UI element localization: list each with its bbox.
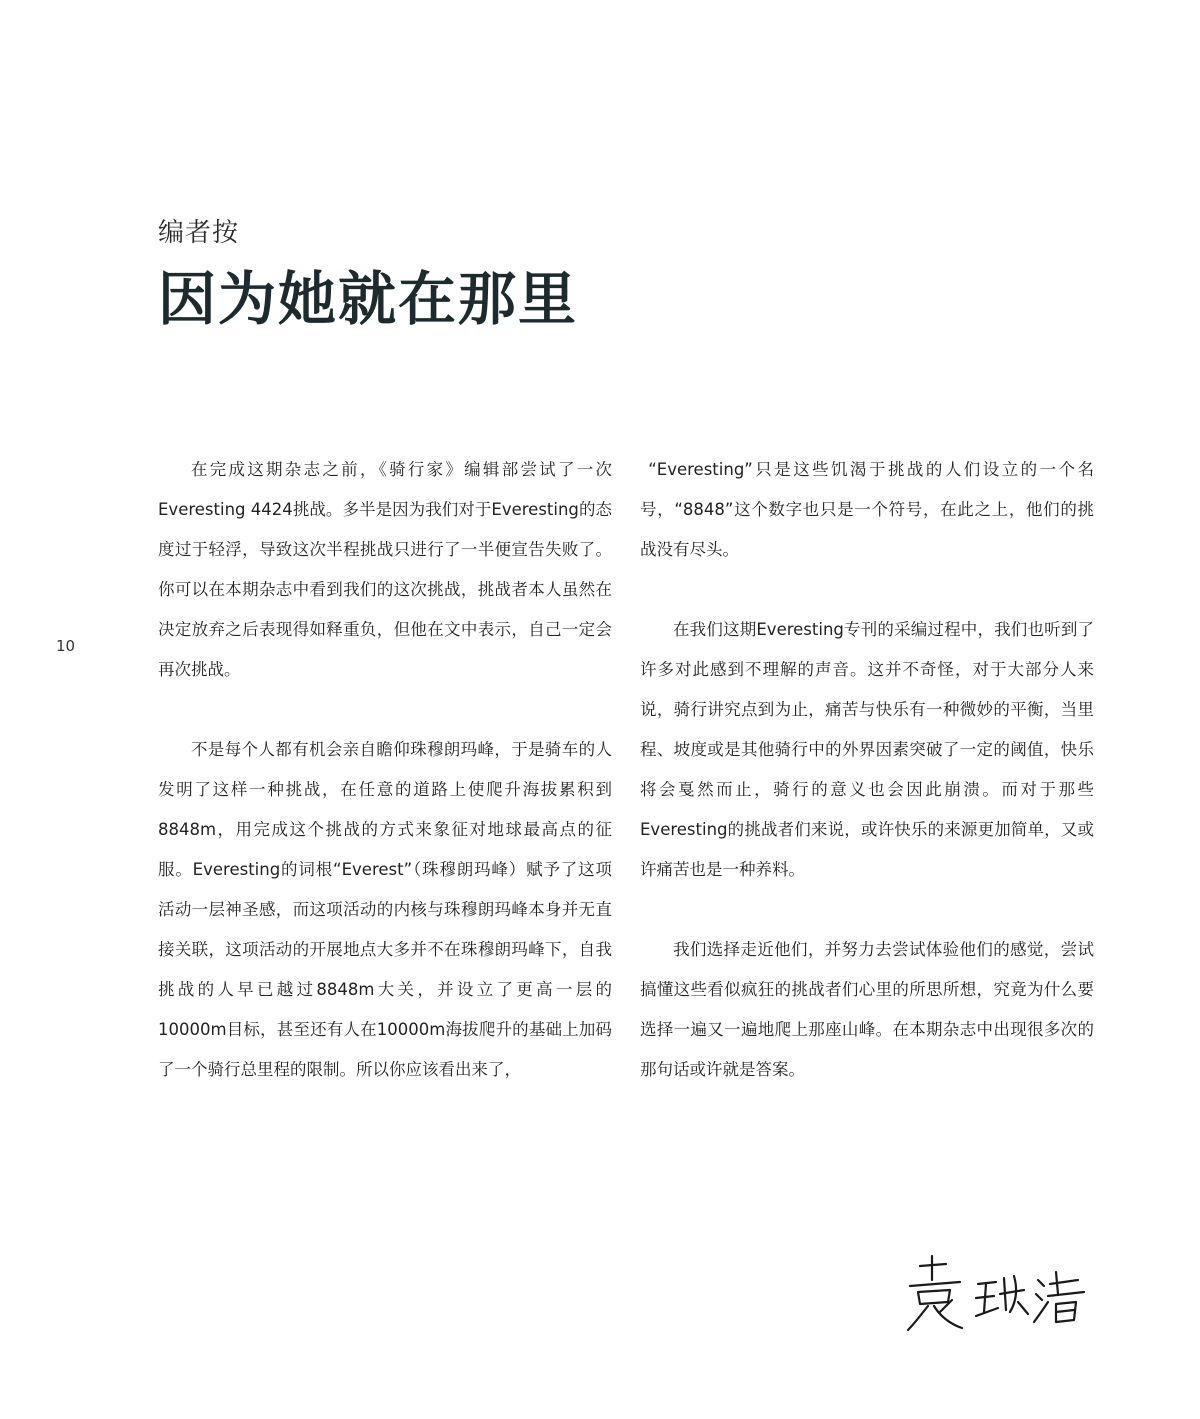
paragraph: 不是每个人都有机会亲自瞻仰珠穆朗玛峰，于是骑车的人发明了这样一种挑战，在任意的道路上使爬升海拔累积到8848m，用完成这个挑战的方式来象征对地球最高点的征服。Everesting的词根“Everest”（珠穆朗玛峰）赋予了这项活动一层神圣感，而这项活动的内核与珠穆朗玛峰本身并无直接关联，这项活动的开展地点大多并不在珠穆朗玛峰下，自我挑战的人早已越过8848m大关，并设立了更高一层的10000m目标，甚至还有人在10000m海拔爬升的基础上加码了一个骑行总里程的限制。所以你应该看出来了， <box>158 740 612 1079</box>
body-column-left <box>158 450 612 1130</box>
section-kicker: 编者按 <box>158 218 240 248</box>
paragraph: 在我们这期Everesting专刊的采编过程中，我们也听到了许多对此感到不理解的声音。这并不奇怪，对于大部分人来说，骑行讲究点到为止，痛苦与快乐有一种微妙的平衡，当里程、坡度或是其他骑行中的外界因素突破了一定的阈值，快乐将会戛然而止，骑行的意义也会因此崩溃。而对于那些Everesting的挑战者们来说，或许快乐的来源更加简单，又或许痛苦也是一种养料。 <box>640 620 1094 879</box>
body-column-right <box>640 450 1094 1130</box>
page-title: 因为她就在那里 <box>158 265 579 333</box>
paragraph: 我们选择走近他们，并努力去尝试体验他们的感觉，尝试搞懂这些看似疯狂的挑战者们心里的所思所想，究竟为什么要选择一遍又一遍地爬上那座山峰。在本期杂志中出现很多次的那句话或许就是答案。 <box>640 940 1094 1079</box>
paragraph: “Everesting”只是这些饥渴于挑战的人们设立的一个名号，“8848”这个数字也只是一个符号，在此之上，他们的挑战没有尽头。 <box>640 460 1094 559</box>
handwritten-signature-icon <box>900 1250 1090 1340</box>
page-number: 10 <box>56 637 76 655</box>
paragraph: 在完成这期杂志之前，《骑行家》编辑部尝试了一次Everesting 4424挑战。多半是因为我们对于Everesting的态度过于轻浮，导致这次半程挑战只进行了一半便宣告失败了。你可以在本期杂志中看到我们的这次挑战，挑战者本人虽然在决定放弃之后表现得如释重负，但他在文中表示，自己一定会再次挑战。 <box>158 460 612 679</box>
